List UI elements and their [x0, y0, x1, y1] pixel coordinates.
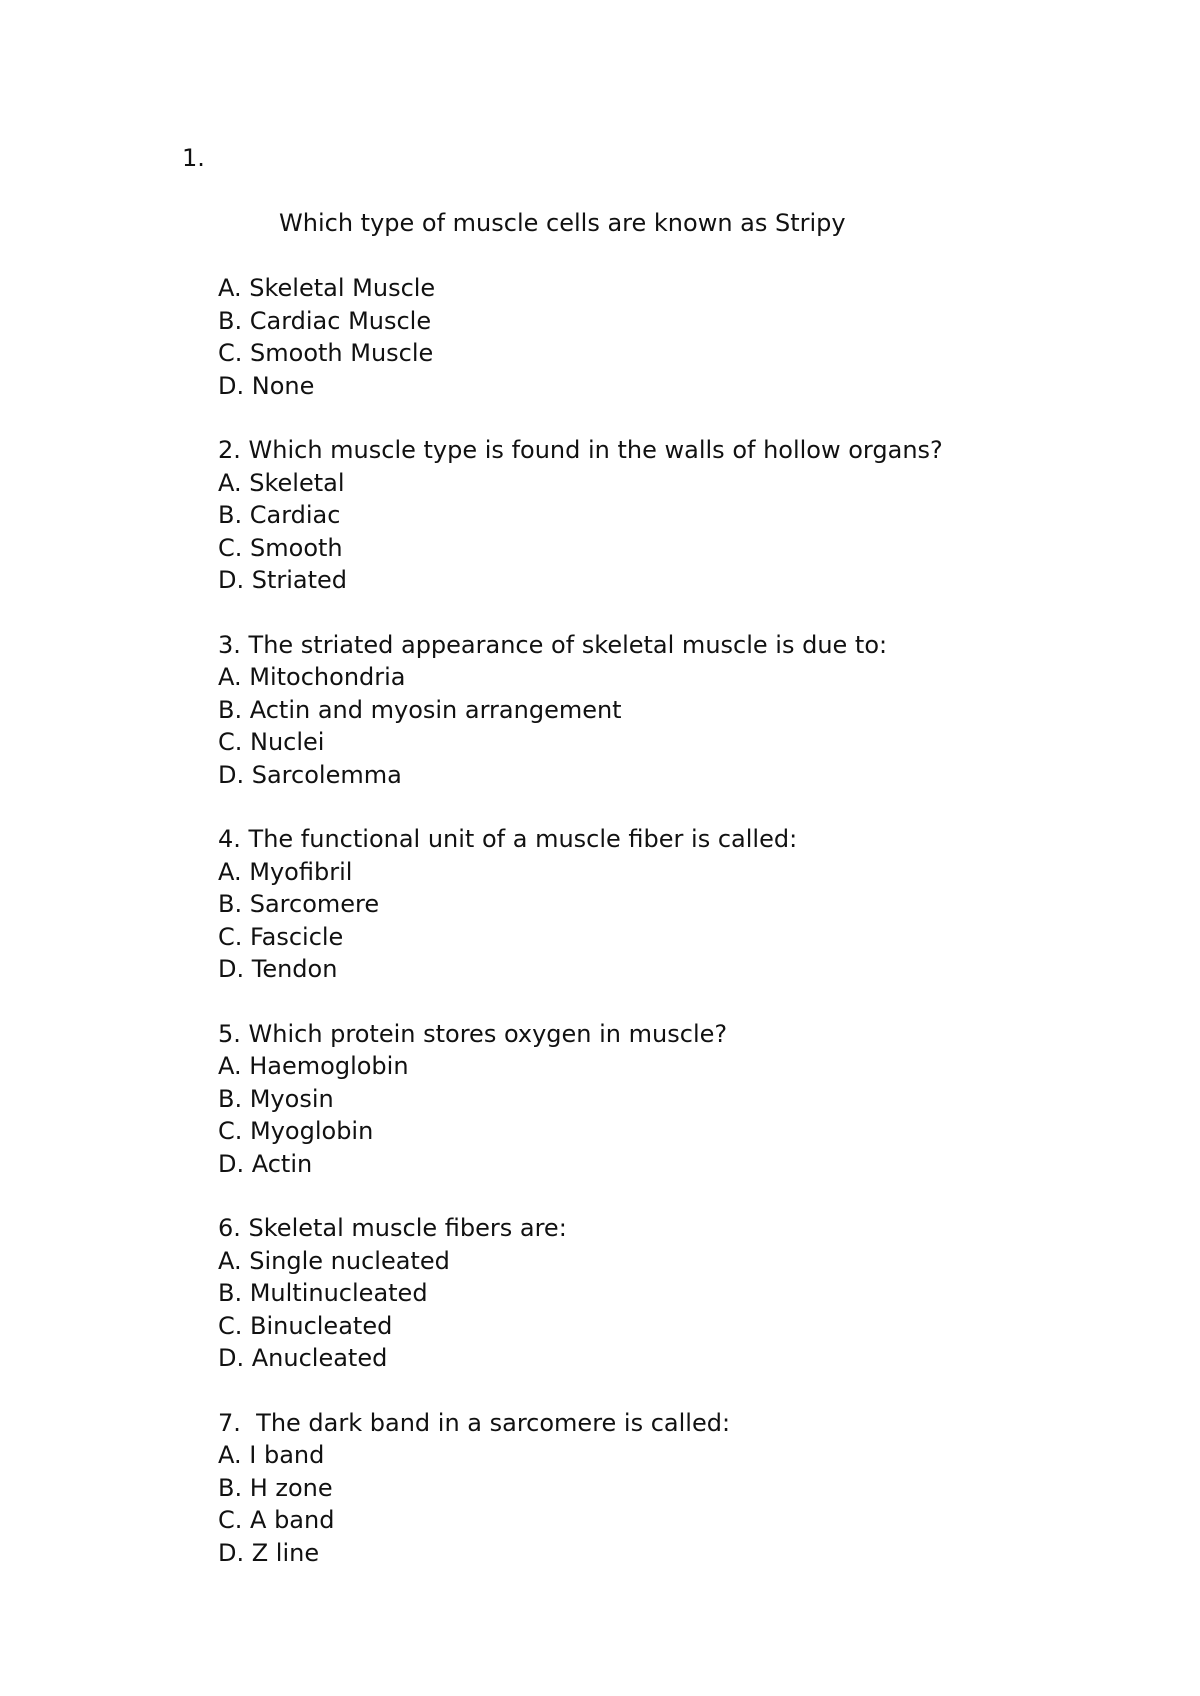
question-3-option-a: A. Mitochondria — [218, 663, 406, 691]
question-3 — [0, 629, 1200, 792]
question-4-text: 4. The functional unit of a muscle fiber is called: — [218, 825, 798, 853]
question-5-option-a: A. Haemoglobin — [218, 1052, 409, 1080]
question-1-number: 1. — [182, 144, 205, 172]
question-6-option-b: B. Multinucleated — [218, 1279, 428, 1307]
question-1-option-a: A. Skeletal Muscle — [218, 274, 436, 302]
question-6-text: 6. Skeletal muscle fibers are: — [218, 1214, 567, 1242]
question-4-option-c: C. Fascicle — [218, 922, 344, 951]
question-7 — [0, 1407, 1200, 1570]
question-3-option-d: D. Sarcolemma — [218, 760, 402, 789]
question-2-option-b: B. Cardiac — [218, 501, 341, 529]
question-1-option-d: D. None — [218, 371, 315, 400]
question-5-option-b: B. Myosin — [218, 1084, 334, 1113]
question-6-option-a: A. Single nucleated — [218, 1246, 450, 1275]
question-6 — [0, 1212, 1200, 1375]
question-7-option-b: B. H zone — [218, 1473, 333, 1502]
question-1-text: Which type of muscle cells are known as Stripy — [279, 209, 846, 237]
question-4-option-d: D. Tendon — [218, 955, 338, 983]
question-1-stem — [0, 142, 1200, 272]
question-2-option-a: A. Skeletal — [218, 468, 345, 497]
question-2-text: 2. Which muscle type is found in the walls of hollow organs? — [218, 436, 943, 464]
question-6-option-c: C. Binucleated — [218, 1311, 393, 1340]
question-7-option-d: D. Z line — [218, 1538, 320, 1567]
question-7-option-a: A. I band — [218, 1441, 325, 1469]
question-1-option-b: B. Cardiac Muscle — [218, 306, 432, 335]
question-5-text: 5. Which protein stores oxygen in muscle? — [218, 1019, 728, 1048]
quiz-list — [0, 142, 1200, 1569]
question-5 — [0, 1018, 1200, 1181]
question-7-option-c: C. A band — [218, 1506, 335, 1534]
question-3-text: 3. The striated appearance of skeletal muscle is due to: — [218, 630, 888, 659]
question-2-option-d: D. Striated — [218, 566, 348, 594]
question-2 — [0, 434, 1200, 597]
question-2-option-c: C. Smooth — [218, 533, 343, 562]
question-4-option-b: B. Sarcomere — [218, 890, 380, 918]
question-6-option-d: D. Anucleated — [218, 1344, 388, 1372]
question-4-option-a: A. Myofibril — [218, 857, 353, 886]
question-1 — [0, 142, 1200, 402]
question-1-option-c: C. Smooth Muscle — [218, 339, 434, 367]
question-4 — [0, 823, 1200, 986]
question-7-text: 7. The dark band in a sarcomere is called: — [218, 1408, 731, 1437]
question-5-option-d: D. Actin — [218, 1149, 313, 1178]
question-3-option-b: B. Actin and myosin arrangement — [218, 695, 622, 724]
question-3-option-c: C. Nuclei — [218, 728, 325, 756]
question-5-option-c: C. Myoglobin — [218, 1117, 374, 1145]
